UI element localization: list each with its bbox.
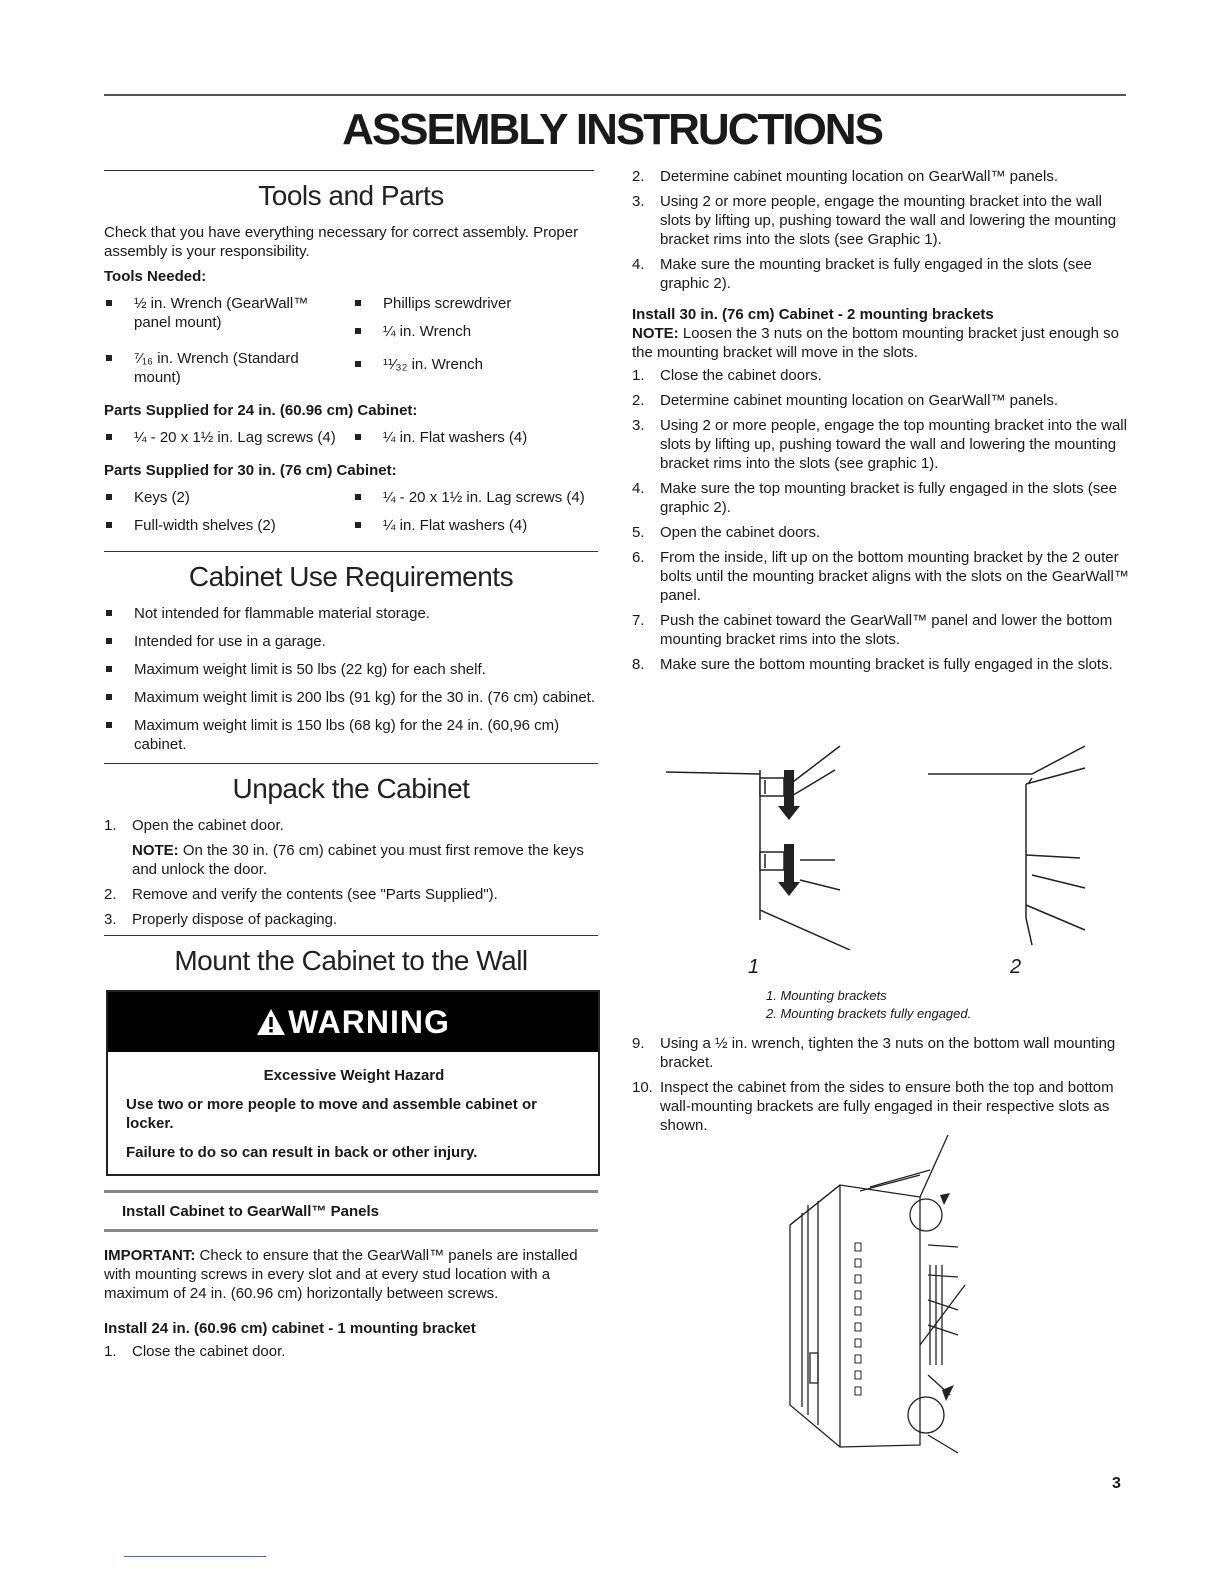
list-item bbox=[632, 366, 1132, 385]
list-item bbox=[632, 391, 1132, 410]
step-number: 10. bbox=[632, 1079, 653, 1096]
install-heading: Install Cabinet to GearWall™ Panels bbox=[122, 1203, 380, 1220]
left-column bbox=[104, 170, 598, 1367]
install30-note bbox=[632, 324, 1132, 362]
parts24-list bbox=[104, 428, 598, 447]
bracket-diagram bbox=[660, 740, 1100, 950]
list-item: 2. Remove and verify the contents (see "Parts Supplied"). bbox=[104, 886, 498, 903]
step-number: 2. bbox=[632, 168, 645, 185]
tool-item: Phillips screwdriver bbox=[353, 294, 598, 313]
unpack-note bbox=[132, 841, 598, 879]
tool-item: ¹¹⁄₃₂ in. Wrench bbox=[353, 355, 598, 387]
step-text: Open the cabinet door. bbox=[132, 817, 284, 834]
step-number: 9. bbox=[632, 1035, 645, 1052]
right-column bbox=[632, 167, 1132, 680]
part-item: Full-width shelves (2) bbox=[104, 516, 349, 535]
part-item: ¼ in. Flat washers (4) bbox=[353, 428, 598, 447]
divider bbox=[104, 763, 598, 764]
step-number: 7. bbox=[632, 612, 645, 629]
list-item: 3. Properly dispose of packaging. bbox=[104, 911, 338, 928]
step-number: 2. bbox=[632, 392, 645, 409]
list-item bbox=[632, 611, 1132, 649]
divider bbox=[104, 935, 598, 936]
unpack-heading: Unpack the Cabinet bbox=[232, 773, 470, 804]
step-number: 4. bbox=[632, 480, 645, 497]
step-text: Properly dispose of packaging. bbox=[132, 911, 338, 928]
warning-triangle-icon bbox=[256, 1008, 286, 1036]
important-text bbox=[104, 1246, 598, 1303]
step-number: 3. bbox=[632, 417, 645, 434]
steps-30 bbox=[632, 366, 1132, 674]
unpack-steps bbox=[104, 816, 598, 929]
parts30-label: Parts Supplied for 30 in. (76 cm) Cabinet: bbox=[104, 462, 397, 479]
step-text: Using 2 or more people, engage the top mounting bracket into the wall slots by lifting up, pushing toward the wall and lowering the mounting bracket rims into the slots (see graphic 1). bbox=[660, 417, 1127, 472]
footer-line bbox=[124, 1556, 266, 1557]
list-item bbox=[632, 548, 1132, 605]
use-req-list bbox=[104, 604, 598, 754]
list-item bbox=[632, 1034, 1132, 1072]
part-item: Keys (2) bbox=[104, 488, 349, 507]
step-text: Make sure the bottom mounting bracket is fully engaged in the slots. bbox=[660, 656, 1113, 673]
warning-header bbox=[108, 992, 598, 1052]
warning-text: Use two or more people to move and assemble cabinet or locker. bbox=[126, 1096, 537, 1132]
note-label: NOTE: bbox=[632, 325, 679, 342]
step-text: Using a ½ in. wrench, tighten the 3 nuts on the bottom wall mounting bracket. bbox=[660, 1035, 1116, 1071]
step-text: Push the cabinet toward the GearWall™ panel and lower the bottom mounting bracket rims into the slots. bbox=[660, 612, 1113, 648]
use-req-heading: Cabinet Use Requirements bbox=[188, 561, 514, 592]
final-steps-block bbox=[632, 1034, 1132, 1141]
step-number: 6. bbox=[632, 549, 645, 566]
step-text: Close the cabinet doors. bbox=[660, 367, 822, 384]
step-number: 5. bbox=[632, 524, 645, 541]
figure-caption-2: 2. Mounting brackets fully engaged. bbox=[766, 1006, 972, 1021]
page-title: ASSEMBLY INSTRUCTIONS bbox=[342, 105, 882, 154]
warning-box bbox=[106, 990, 600, 1176]
cabinet-illustration bbox=[780, 1135, 980, 1455]
list-item bbox=[632, 167, 1132, 186]
parts30-list bbox=[104, 488, 598, 535]
parts24-label: Parts Supplied for 24 in. (60.96 cm) Cabinet: bbox=[104, 402, 418, 419]
figure-caption-1: 1. Mounting brackets bbox=[766, 988, 887, 1003]
part-group bbox=[353, 488, 598, 535]
step-text: Remove and verify the contents (see "Parts Supplied"). bbox=[132, 886, 498, 903]
step-text: Determine cabinet mounting location on GearWall™ panels. bbox=[660, 168, 1058, 185]
warning-body bbox=[108, 1052, 598, 1174]
note-label: NOTE: bbox=[132, 842, 179, 859]
part-item: ¼ - 20 x 1½ in. Lag screws (4) bbox=[353, 488, 598, 507]
note-text: On the 30 in. (76 cm) cabinet you must first remove the keys and unlock the door. bbox=[132, 842, 584, 878]
list-item: Not intended for flammable material storage. bbox=[104, 604, 598, 623]
bracket-figure-2 bbox=[928, 746, 1085, 945]
step-number: 4. bbox=[632, 256, 645, 273]
install24-steps bbox=[104, 1342, 598, 1361]
important-body: Check to ensure that the GearWall™ panels are installed with mounting screws in every slot and at every stud location with a maximum of 24 in. (60.96 cm) horizontally between screws. bbox=[104, 1247, 578, 1302]
list-item: Maximum weight limit is 150 lbs (68 kg) for the 24 in. (60,96 cm) cabinet. bbox=[104, 716, 598, 754]
tool-item: ⁷⁄₁₆ in. Wrench (Standard mount) bbox=[104, 349, 349, 387]
list-item: Maximum weight limit is 200 lbs (91 kg) for the 30 in. (76 cm) cabinet. bbox=[104, 688, 598, 707]
step-text: Make sure the top mounting bracket is fully engaged in the slots (see graphic 2). bbox=[660, 480, 1117, 516]
step-text: Open the cabinet doors. bbox=[660, 524, 821, 541]
step-text: Inspect the cabinet from the sides to ensure both the top and bottom wall-mounting brackets are fully engaged in their respective slots as shown. bbox=[660, 1079, 1114, 1134]
figure-2-label: 2 bbox=[1010, 956, 1022, 978]
install30-heading: Install 30 in. (76 cm) Cabinet - 2 mounting brackets bbox=[632, 306, 994, 323]
list-item bbox=[632, 1078, 1132, 1135]
tool-item: ½ in. Wrench (GearWall™ panel mount) bbox=[104, 294, 349, 341]
list-item bbox=[632, 479, 1132, 517]
cabinet-vent-slots bbox=[855, 1243, 861, 1395]
list-item bbox=[632, 416, 1132, 473]
list-item: 1. Close the cabinet door. bbox=[104, 1343, 286, 1360]
tools-parts-heading: Tools and Parts bbox=[258, 180, 444, 211]
divider bbox=[104, 1229, 598, 1232]
list-item: 1. Open the cabinet door. NOTE: On the 30 in. (76 cm) cabinet you must first remove the keys and unlock the door. bbox=[104, 816, 598, 879]
tools-intro: Check that you have everything necessary for correct assembly. Proper assembly is your responsibility. bbox=[104, 224, 579, 260]
warning-title: WARNING bbox=[288, 1003, 450, 1040]
list-item bbox=[632, 255, 1132, 293]
top-rule bbox=[104, 94, 1126, 96]
list-item: Intended for use in a garage. bbox=[104, 632, 598, 651]
part-group bbox=[104, 488, 349, 535]
important-label: IMPORTANT: bbox=[104, 1247, 196, 1264]
steps-final bbox=[632, 1034, 1132, 1135]
step-number: 1. bbox=[632, 367, 645, 384]
page-number: 3 bbox=[1112, 1475, 1121, 1492]
part-item: ¼ in. Flat washers (4) bbox=[353, 516, 598, 535]
step-text: From the inside, lift up on the bottom mounting bracket by the 2 outer bolts until the mounting bracket aligns with the slots on the GearWall™ panel. bbox=[660, 549, 1129, 604]
step-text: Close the cabinet door. bbox=[132, 1343, 286, 1360]
step-text: Using 2 or more people, engage the mounting bracket into the wall slots by lifting up, pushing toward the wall and lowering the mounting bracket rims into the slots (see Graphic 1). bbox=[660, 193, 1117, 248]
steps-24 bbox=[632, 167, 1132, 293]
divider bbox=[104, 1190, 598, 1193]
list-item: Maximum weight limit is 50 lbs (22 kg) for each shelf. bbox=[104, 660, 598, 679]
step-number: 8. bbox=[632, 656, 645, 673]
step-text: Determine cabinet mounting location on GearWall™ panels. bbox=[660, 392, 1058, 409]
step-number: 3. bbox=[632, 193, 645, 210]
part-item: ¼ - 20 x 1½ in. Lag screws (4) bbox=[104, 428, 349, 447]
list-item bbox=[632, 655, 1132, 674]
tools-list bbox=[104, 294, 598, 387]
note-text: Loosen the 3 nuts on the bottom mounting bracket just enough so the mounting bracket will move in the slots. bbox=[632, 325, 1119, 361]
figure-1-label: 1 bbox=[748, 956, 760, 978]
install24-heading: Install 24 in. (60.96 cm) cabinet - 1 mounting bracket bbox=[104, 1320, 476, 1337]
mount-heading: Mount the Cabinet to the Wall bbox=[174, 945, 528, 976]
tool-group bbox=[353, 294, 598, 341]
tools-needed-label: Tools Needed: bbox=[104, 268, 207, 285]
list-item bbox=[632, 523, 1132, 542]
bracket-figure-1 bbox=[666, 746, 850, 950]
step-text: Make sure the mounting bracket is fully engaged in the slots (see graphic 2). bbox=[660, 256, 1092, 292]
tool-item: ¼ in. Wrench bbox=[353, 322, 598, 341]
hazard-title: Excessive Weight Hazard bbox=[263, 1067, 445, 1084]
warning-text: Failure to do so can result in back or other injury. bbox=[126, 1144, 478, 1161]
divider bbox=[104, 551, 598, 552]
divider bbox=[104, 170, 594, 171]
list-item bbox=[632, 192, 1132, 249]
